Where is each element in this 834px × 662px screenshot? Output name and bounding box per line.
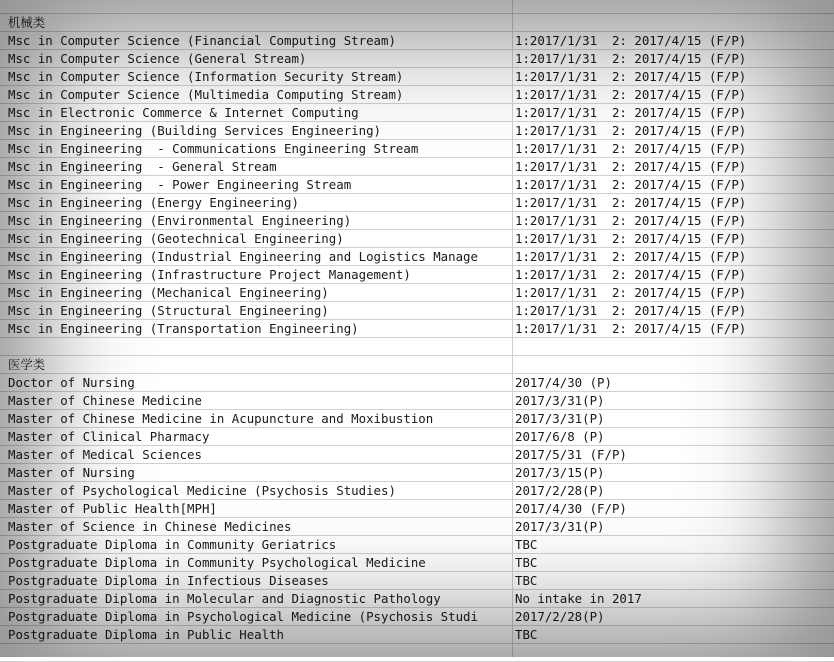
program-name-cell[interactable]: Msc in Computer Science (General Stream) <box>8 51 307 66</box>
table-row[interactable] <box>0 284 834 302</box>
table-row[interactable] <box>0 536 834 554</box>
table-row[interactable] <box>0 428 834 446</box>
empty-cell[interactable] <box>8 644 512 661</box>
program-name-cell[interactable]: Master of Chinese Medicine in Acupuncture and Moxibustion <box>8 411 434 426</box>
program-name-cell[interactable]: Master of Clinical Pharmacy <box>8 429 210 444</box>
table-row[interactable] <box>0 320 834 338</box>
program-name-cell[interactable]: Master of Nursing <box>8 465 135 480</box>
table-row[interactable] <box>0 230 834 248</box>
table-row[interactable] <box>0 194 834 212</box>
deadline-cell[interactable]: 1:2017/1/31 2: 2017/4/15 (F/P) <box>515 195 747 210</box>
deadline-cell[interactable]: 2017/3/31(P) <box>515 411 605 426</box>
empty-cell[interactable] <box>8 338 512 355</box>
table-row[interactable] <box>0 446 834 464</box>
blank-row[interactable] <box>0 338 834 356</box>
table-row[interactable] <box>0 392 834 410</box>
deadline-cell[interactable]: 1:2017/1/31 2: 2017/4/15 (F/P) <box>515 177 747 192</box>
deadline-cell[interactable]: 1:2017/1/31 2: 2017/4/15 (F/P) <box>515 267 747 282</box>
deadline-cell[interactable]: 1:2017/1/31 2: 2017/4/15 (F/P) <box>515 69 747 84</box>
deadline-cell[interactable]: TBC <box>515 555 538 570</box>
empty-cell[interactable] <box>515 356 834 373</box>
empty-cell[interactable] <box>8 0 512 13</box>
deadline-cell[interactable]: 2017/4/30 (F/P) <box>515 501 627 516</box>
program-name-cell[interactable]: Msc in Engineering - Power Engineering Stream <box>8 177 352 192</box>
program-name-cell[interactable]: Msc in Engineering - Communications Engineering Stream <box>8 141 419 156</box>
table-row[interactable] <box>0 302 834 320</box>
program-name-cell[interactable]: Postgraduate Diploma in Infectious Diseases <box>8 573 329 588</box>
empty-cell[interactable] <box>515 644 834 661</box>
table-row[interactable] <box>0 590 834 608</box>
program-name-cell[interactable]: Msc in Engineering (Energy Engineering) <box>8 195 299 210</box>
table-row[interactable] <box>0 50 834 68</box>
program-name-cell[interactable]: Msc in Engineering (Structural Engineering) <box>8 303 329 318</box>
empty-cell[interactable] <box>515 14 834 31</box>
program-name-cell[interactable]: Msc in Engineering (Mechanical Engineering) <box>8 285 329 300</box>
deadline-cell[interactable]: 1:2017/1/31 2: 2017/4/15 (F/P) <box>515 303 747 318</box>
deadline-cell[interactable]: 2017/4/30 (P) <box>515 375 612 390</box>
program-name-cell[interactable]: Master of Science in Chinese Medicines <box>8 519 292 534</box>
table-row[interactable] <box>0 608 834 626</box>
program-name-cell[interactable]: Postgraduate Diploma in Psychological Medicine (Psychosis Studi <box>8 609 478 624</box>
deadline-cell[interactable]: 1:2017/1/31 2: 2017/4/15 (F/P) <box>515 123 747 138</box>
program-name-cell[interactable]: Postgraduate Diploma in Community Psychological Medicine <box>8 555 426 570</box>
deadline-cell[interactable]: TBC <box>515 573 538 588</box>
blank-row[interactable] <box>0 644 834 662</box>
deadline-cell[interactable]: TBC <box>515 537 538 552</box>
deadline-cell[interactable]: 2017/3/31(P) <box>515 519 605 534</box>
deadline-cell[interactable]: 2017/2/28(P) <box>515 483 605 498</box>
deadline-cell[interactable]: 1:2017/1/31 2: 2017/4/15 (F/P) <box>515 105 747 120</box>
deadline-cell[interactable]: 1:2017/1/31 2: 2017/4/15 (F/P) <box>515 285 747 300</box>
deadline-cell[interactable]: No intake in 2017 <box>515 591 642 606</box>
program-name-cell[interactable]: Postgraduate Diploma in Molecular and Diagnostic Pathology <box>8 591 441 606</box>
program-name-cell[interactable]: Msc in Engineering (Environmental Engineering) <box>8 213 352 228</box>
program-name-cell[interactable]: Msc in Electronic Commerce & Internet Computing <box>8 105 359 120</box>
program-name-cell[interactable]: Msc in Computer Science (Information Security Stream) <box>8 69 404 84</box>
section-header-row[interactable] <box>0 14 834 32</box>
program-name-cell[interactable]: Postgraduate Diploma in Community Geriatrics <box>8 537 337 552</box>
deadline-cell[interactable]: 2017/6/8 (P) <box>515 429 605 444</box>
deadline-cell[interactable]: 2017/3/31(P) <box>515 393 605 408</box>
deadline-cell[interactable]: 2017/5/31 (F/P) <box>515 447 627 462</box>
blank-row[interactable] <box>0 0 834 14</box>
section-heading[interactable]: 机械类 <box>8 15 46 30</box>
table-row[interactable] <box>0 266 834 284</box>
table-row[interactable] <box>0 464 834 482</box>
table-row[interactable] <box>0 158 834 176</box>
deadline-cell[interactable]: 1:2017/1/31 2: 2017/4/15 (F/P) <box>515 249 747 264</box>
table-row[interactable] <box>0 212 834 230</box>
deadline-cell[interactable]: 2017/2/28(P) <box>515 609 605 624</box>
section-header-row[interactable] <box>0 356 834 374</box>
program-name-cell[interactable]: Postgraduate Diploma in Public Health <box>8 627 285 642</box>
table-row[interactable] <box>0 140 834 158</box>
table-row[interactable] <box>0 176 834 194</box>
program-name-cell[interactable]: Master of Chinese Medicine <box>8 393 202 408</box>
program-name-cell[interactable]: Msc in Computer Science (Multimedia Computing Stream) <box>8 87 404 102</box>
table-row[interactable] <box>0 86 834 104</box>
table-row[interactable] <box>0 410 834 428</box>
deadline-cell[interactable]: 2017/3/15(P) <box>515 465 605 480</box>
program-name-cell[interactable]: Msc in Engineering (Geotechnical Engineering) <box>8 231 344 246</box>
deadline-cell[interactable]: 1:2017/1/31 2: 2017/4/15 (F/P) <box>515 33 747 48</box>
deadline-cell[interactable]: 1:2017/1/31 2: 2017/4/15 (F/P) <box>515 321 747 336</box>
table-row[interactable] <box>0 104 834 122</box>
deadline-cell[interactable]: 1:2017/1/31 2: 2017/4/15 (F/P) <box>515 51 747 66</box>
deadline-cell[interactable]: 1:2017/1/31 2: 2017/4/15 (F/P) <box>515 87 747 102</box>
deadline-cell[interactable]: 1:2017/1/31 2: 2017/4/15 (F/P) <box>515 213 747 228</box>
program-name-cell[interactable]: Msc in Engineering (Transportation Engineering) <box>8 321 359 336</box>
deadline-cell[interactable]: TBC <box>515 627 538 642</box>
section-heading[interactable]: 医学类 <box>8 357 46 372</box>
table-row[interactable] <box>0 572 834 590</box>
program-name-cell[interactable]: Master of Medical Sciences <box>8 447 202 462</box>
program-name-cell[interactable]: Master of Public Health[MPH] <box>8 501 217 516</box>
table-row[interactable] <box>0 374 834 392</box>
table-row[interactable] <box>0 518 834 536</box>
program-name-cell[interactable]: Msc in Engineering (Industrial Engineering and Logistics Manage <box>8 249 478 264</box>
program-name-cell[interactable]: Msc in Engineering (Infrastructure Project Management) <box>8 267 411 282</box>
program-name-cell[interactable]: Msc in Computer Science (Financial Computing Stream) <box>8 33 396 48</box>
table-row[interactable] <box>0 500 834 518</box>
program-name-cell[interactable]: Master of Psychological Medicine (Psychosis Studies) <box>8 483 396 498</box>
deadline-cell[interactable]: 1:2017/1/31 2: 2017/4/15 (F/P) <box>515 231 747 246</box>
table-row[interactable] <box>0 122 834 140</box>
program-name-cell[interactable]: Msc in Engineering (Building Services Engineering) <box>8 123 381 138</box>
table-row[interactable] <box>0 68 834 86</box>
empty-cell[interactable] <box>515 0 834 13</box>
deadline-cell[interactable]: 1:2017/1/31 2: 2017/4/15 (F/P) <box>515 141 747 156</box>
table-row[interactable] <box>0 32 834 50</box>
deadline-cell[interactable]: 1:2017/1/31 2: 2017/4/15 (F/P) <box>515 159 747 174</box>
program-name-cell[interactable]: Msc in Engineering - General Stream <box>8 159 277 174</box>
program-name-cell[interactable]: Doctor of Nursing <box>8 375 135 390</box>
table-row[interactable] <box>0 626 834 644</box>
table-row[interactable] <box>0 482 834 500</box>
table-row[interactable] <box>0 554 834 572</box>
empty-cell[interactable] <box>515 338 834 355</box>
table-row[interactable] <box>0 248 834 266</box>
